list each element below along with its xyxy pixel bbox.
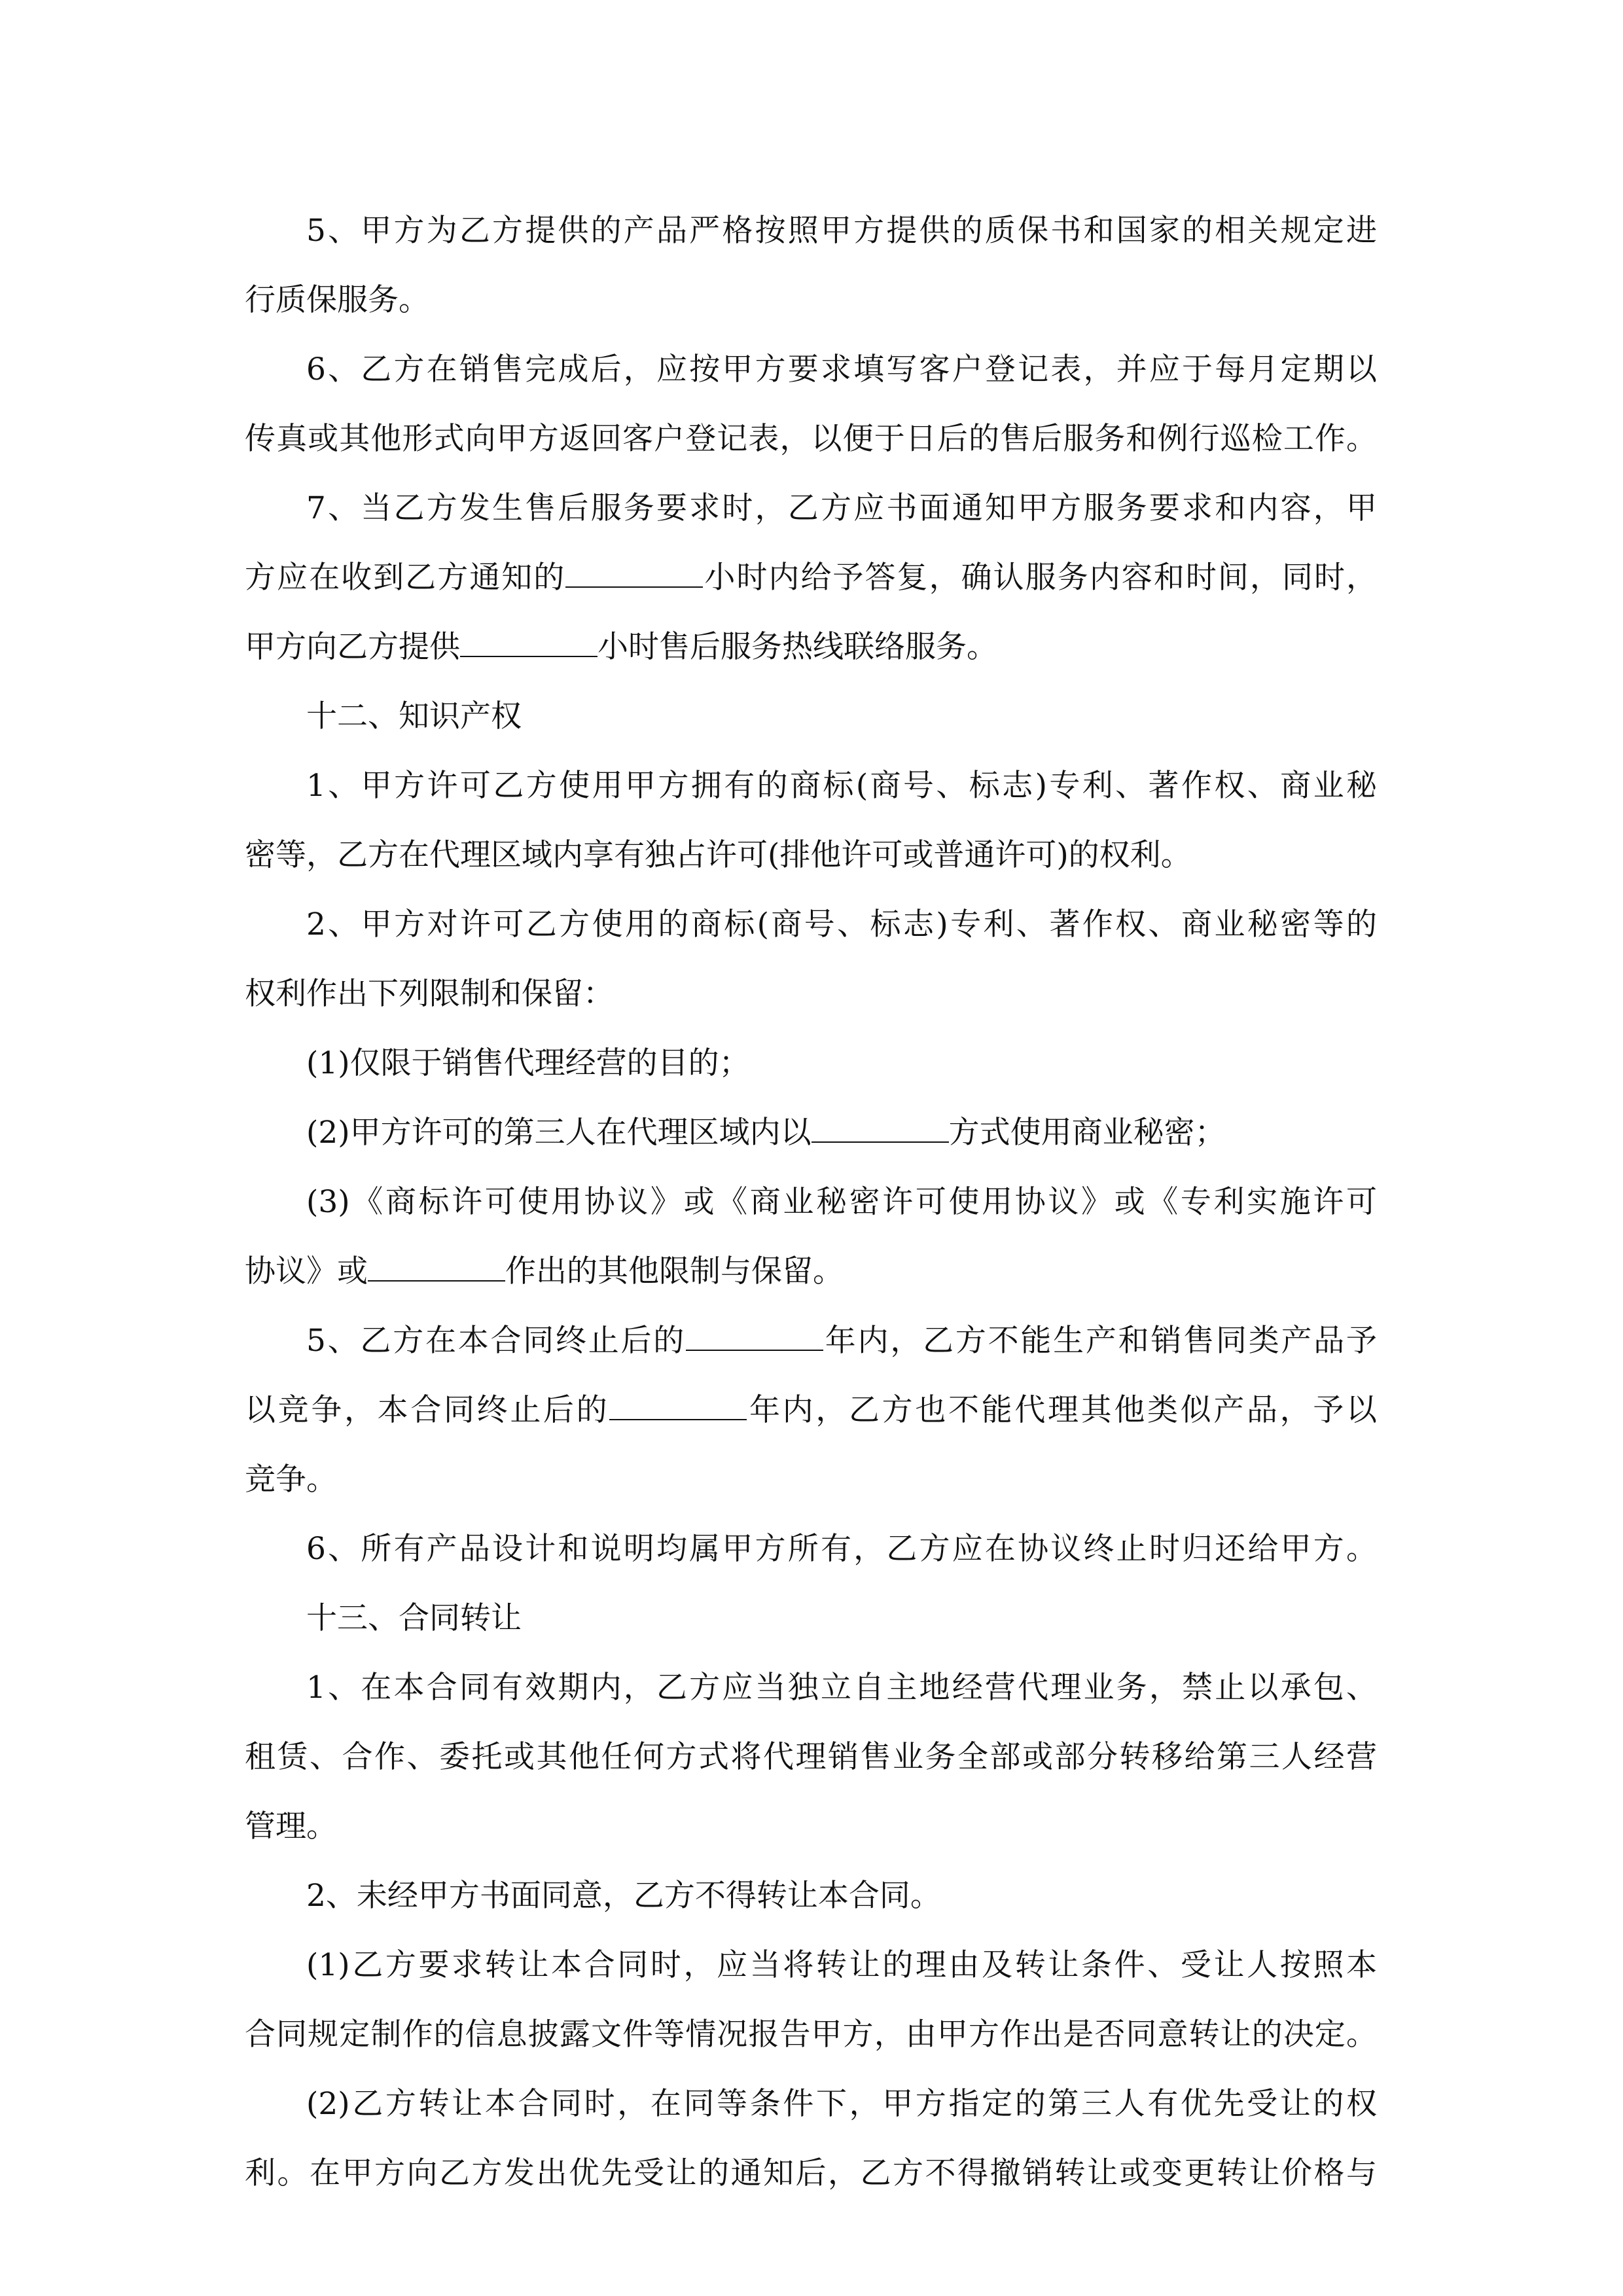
line-text: 2、未经甲方书面同意，乙方不得转让本合同。 xyxy=(306,1878,941,1914)
fill-in-blank xyxy=(812,1117,949,1143)
text-line xyxy=(245,196,1377,266)
line-text: 小时售后服务热线联络服务。 xyxy=(597,629,997,665)
document-page xyxy=(245,196,1377,2208)
line-text: 甲方向乙方提供 xyxy=(245,629,460,665)
line-text: 密等，乙方在代理区域内享有独占许可(排他许可或普通许可)的权利。 xyxy=(245,837,1192,873)
line-text: 年内，乙方不能生产和销售同类产品予 xyxy=(823,1323,1377,1359)
text-line xyxy=(245,1515,1377,1584)
fill-in-blank xyxy=(686,1325,823,1351)
line-text: 利。在甲方向乙方发出优先受让的通知后，乙方不得撤销转让或变更转让价格与 xyxy=(245,2155,1377,2191)
line-text: 1、甲方许可乙方使用甲方拥有的商标(商号、标志)专利、著作权、商业秘 xyxy=(306,768,1377,804)
line-text: 十三、合同转让 xyxy=(306,1600,522,1636)
line-text: 2、甲方对许可乙方使用的商标(商号、标志)专利、著作权、商业秘密等的 xyxy=(306,906,1377,942)
text-line xyxy=(245,1306,1377,1376)
line-text: (3)《商标许可使用协议》或《商业秘密许可使用协议》或《专利实施许可 xyxy=(306,1184,1377,1220)
text-line xyxy=(245,890,1377,960)
line-text: 行质保服务。 xyxy=(245,282,429,318)
text-line xyxy=(245,613,1377,682)
text-line xyxy=(245,1168,1377,1237)
line-text: 十二、知识产权 xyxy=(306,698,522,734)
fill-in-blank xyxy=(460,631,597,657)
text-line xyxy=(245,1861,1377,1931)
text-line xyxy=(245,2139,1377,2208)
line-text: 方应在收到乙方通知的 xyxy=(245,560,566,596)
line-text: 传真或其他形式向甲方返回客户登记表，以便于日后的售后服务和例行巡检工作。 xyxy=(245,421,1377,457)
text-line xyxy=(245,1792,1377,1861)
line-text: 方式使用商业秘密； xyxy=(948,1115,1226,1151)
line-text: 作出的其他限制与保留。 xyxy=(505,1253,844,1289)
text-line xyxy=(245,682,1377,751)
text-line xyxy=(245,1029,1377,1098)
line-text: 管理。 xyxy=(245,1808,337,1844)
line-text: 小时内给予答复，确认服务内容和时间，同时， xyxy=(703,560,1378,596)
text-line xyxy=(245,404,1377,474)
line-text: 6、乙方在销售完成后，应按甲方要求填写客户登记表，并应于每月定期以 xyxy=(306,351,1377,387)
line-text: 权利作出下列限制和保留： xyxy=(245,976,614,1012)
line-text: 竞争。 xyxy=(245,1462,337,1498)
line-text: (1)乙方要求转让本合同时，应当将转让的理由及转让条件、受让人按照本 xyxy=(306,1947,1377,1983)
text-line xyxy=(245,1445,1377,1515)
line-text: (1)仅限于销售代理经营的目的； xyxy=(306,1045,750,1081)
text-line xyxy=(245,2000,1377,2070)
text-line xyxy=(245,821,1377,890)
fill-in-blank xyxy=(565,562,703,588)
text-line xyxy=(245,1584,1377,1653)
line-text: 1、在本合同有效期内，乙方应当独立自主地经营代理业务，禁止以承包、 xyxy=(306,1670,1377,1706)
text-line xyxy=(245,474,1377,543)
text-line xyxy=(245,751,1377,821)
line-text: 5、乙方在本合同终止后的 xyxy=(306,1323,687,1359)
text-line xyxy=(245,1376,1377,1445)
text-line xyxy=(245,543,1377,613)
line-text: 5、甲方为乙方提供的产品严格按照甲方提供的质保书和国家的相关规定进 xyxy=(306,213,1377,249)
line-text: 租赁、合作、委托或其他任何方式将代理销售业务全部或部分转移给第三人经营 xyxy=(245,1739,1377,1775)
line-text: 6、所有产品设计和说明均属甲方所有，乙方应在协议终止时归还给甲方。 xyxy=(306,1531,1377,1567)
line-text: (2)乙方转让本合同时，在同等条件下，甲方指定的第三人有优先受让的权 xyxy=(306,2086,1377,2122)
fill-in-blank xyxy=(609,1394,747,1420)
line-text: 7、当乙方发生售后服务要求时，乙方应书面通知甲方服务要求和内容，甲 xyxy=(306,490,1377,526)
text-line xyxy=(245,1723,1377,1792)
text-line xyxy=(245,1653,1377,1723)
text-line xyxy=(245,1237,1377,1306)
line-text: 年内，乙方也不能代理其他类似产品，予以 xyxy=(747,1392,1378,1428)
line-text: (2)甲方许可的第三人在代理区域内以 xyxy=(306,1115,812,1151)
line-text: 合同规定制作的信息披露文件等情况报告甲方，由甲方作出是否同意转让的决定。 xyxy=(245,2017,1377,2053)
line-text: 协议》或 xyxy=(245,1253,368,1289)
text-line xyxy=(245,335,1377,404)
text-line xyxy=(245,2070,1377,2139)
text-line xyxy=(245,960,1377,1029)
line-text: 以竞争，本合同终止后的 xyxy=(245,1392,610,1428)
fill-in-blank xyxy=(368,1255,505,1282)
text-line xyxy=(245,266,1377,335)
text-line xyxy=(245,1931,1377,2000)
text-line xyxy=(245,1098,1377,1168)
